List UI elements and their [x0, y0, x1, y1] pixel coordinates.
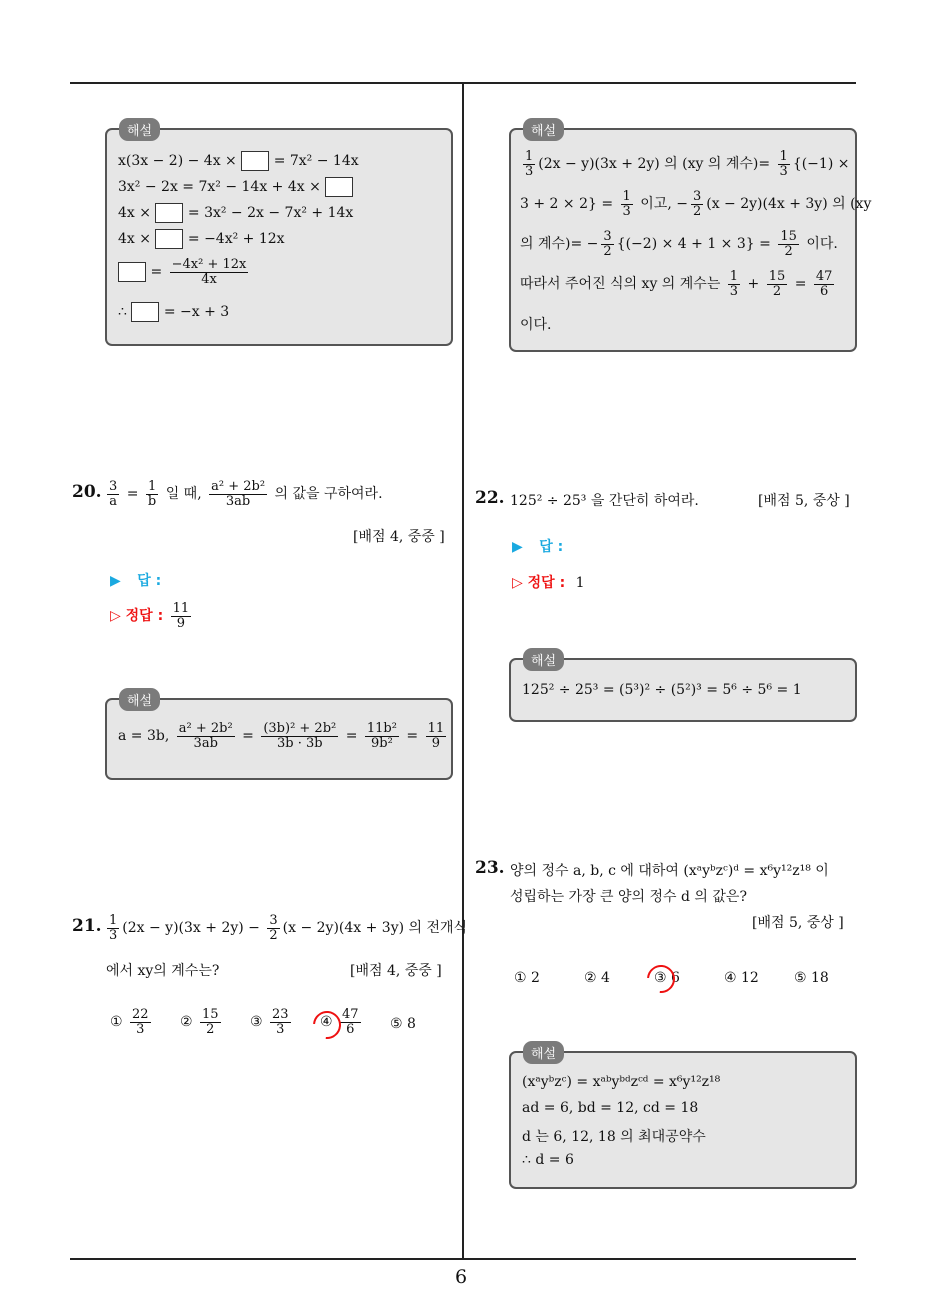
q23-choice-4[interactable]: ④ 12: [724, 970, 759, 986]
q19-sol-line-1: x(3x − 2) − 4x × = 7x² − 14x: [118, 153, 359, 169]
q19-sol-line-4: 4x × = −4x² + 12x: [118, 231, 285, 247]
q20-meta: [배점 4, 중중 ]: [353, 529, 445, 545]
q21-question-line-2: 에서 xy의 계수는?: [106, 963, 220, 979]
fraction: $\frac{3}{a}$: [109, 479, 118, 509]
q23-choice-2[interactable]: ② 4: [584, 970, 610, 986]
q21-number: 21.: [72, 916, 102, 936]
q19-solution-tag: 해설: [119, 118, 160, 141]
q23-solution-box: [509, 1051, 857, 1189]
q23-sol-line-2: ad = 6, bd = 12, cd = 18: [522, 1100, 699, 1116]
q21-choice-3[interactable]: ③ $\frac{23}{3}$: [250, 1007, 289, 1037]
q20-answer-row: ▶ 답 :: [110, 573, 162, 589]
q23-sol-line-1: (xᵃyᵇzᶜ) = xᵃᵇyᵇᵈzᶜᵈ = x⁶y¹²z¹⁸: [522, 1074, 721, 1090]
q23-question-line-2: 성립하는 가장 큰 양의 정수 d 의 값은?: [510, 889, 747, 905]
blank-box: [325, 177, 353, 197]
q21-sol-line-2: 3 + 2 × 2} = $\frac{1}{3}$ 이고, − $\frac{3}{2}$ (x − 2y)(4x + 3y) 의 (xy: [520, 189, 872, 219]
q21-choice-5[interactable]: ⑤ 8: [390, 1016, 416, 1032]
q20-solution-tag: 해설: [119, 688, 160, 711]
fraction: $\frac{\text{a² + 2b²}}{3ab}$: [211, 479, 266, 509]
fraction: $\frac{3}{2}$: [603, 229, 612, 259]
fraction: $\frac{1}{b}$: [147, 479, 157, 509]
q23-choice-1[interactable]: ① 2: [514, 970, 540, 986]
play-arrow-icon: ▶: [512, 539, 523, 555]
page-number: 6: [455, 1266, 468, 1288]
fraction: $\frac{11}{9}$: [172, 601, 190, 631]
q21-choice-1[interactable]: ① $\frac{22}{3}$: [110, 1007, 149, 1037]
q19-sol-line-3: 4x × = 3x² − 2x − 7x² + 14x: [118, 205, 354, 221]
q23-number: 23.: [475, 858, 505, 878]
fraction: $\frac{11}{9}$: [427, 721, 445, 751]
q23-sol-line-4: ∴ d = 6: [522, 1152, 574, 1168]
q22-sol-line: 125² ÷ 25³ = (5³)² ÷ (5²)³ = 5⁶ ÷ 5⁶ = 1: [522, 682, 802, 698]
q23-meta: [배점 5, 중상 ]: [752, 915, 844, 931]
fraction: $\frac{1}{3}$: [729, 269, 739, 299]
fraction: $\frac{23}{3}$: [272, 1007, 289, 1037]
fraction: $\frac{22}{3}$: [132, 1007, 149, 1037]
q20-number: 20.: [72, 482, 102, 502]
q21-question-line-1: $\frac{1}{3}$ (2x − y)(3x + 2y) − $\frac{3}{2}$ (x − 2y)(4x + 3y) 의 전개식: [109, 913, 468, 943]
q19-sol-line-5: = $\frac{\text{−4x² + 12x}}{4x}$: [118, 258, 251, 286]
play-arrow-icon: ▶: [110, 573, 121, 589]
blank-box: [131, 302, 159, 322]
blank-box: [241, 151, 269, 171]
q22-correct-row: ▷ 정답 : 1: [512, 575, 585, 591]
q19-sol-line-2: 3x² − 2x = 7x² − 14x + 4x ×: [118, 177, 353, 197]
q21-sol-line-5: 이다.: [520, 317, 552, 333]
fraction: $\frac{\text{−4x² + 12x}}{4x}$: [171, 257, 247, 287]
q23-choice-3[interactable]: ③ 6: [654, 970, 680, 986]
bottom-rule: [70, 1258, 856, 1260]
q22-answer-row: ▶ 답 :: [512, 539, 564, 555]
fraction: $\frac{\text{11b²}}{\text{9b²}}$: [366, 721, 397, 751]
fraction: $\frac{47}{6}$: [815, 269, 833, 299]
blank-box: [118, 262, 146, 282]
fraction: $\frac{\text{(3b)² + 2b²}}{3b \cdot 3b}$: [263, 721, 337, 751]
q23-sol-line-3: d 는 6, 12, 18 의 최대공약수: [522, 1129, 706, 1145]
fraction: $\frac{\text{a² + 2b²}}{3ab}$: [178, 721, 233, 751]
fraction: $\frac{1}{3}$: [622, 189, 631, 219]
blank-box: [155, 203, 183, 223]
fraction: $\frac{1}{3}$: [525, 149, 534, 179]
q23-solution-tag: 해설: [523, 1041, 564, 1064]
fraction: $\frac{3}{2}$: [692, 189, 702, 219]
q21-sol-line-4: 따라서 주어진 식의 xy 의 계수는 $\frac{1}{3}$ + $\frac{15}{2}$ = $\frac{47}{6}$: [520, 269, 833, 299]
column-divider: [462, 82, 464, 1260]
fraction: $\frac{15}{2}$: [768, 269, 786, 299]
q20-correct-row: ▷ 정답 : $\frac{11}{9}$: [110, 601, 190, 631]
blank-box: [155, 229, 183, 249]
q21-choice-4[interactable]: ④ $\frac{47}{6}$: [320, 1007, 359, 1037]
q22-solution-tag: 해설: [523, 648, 564, 671]
q20-question: $\frac{3}{a}$ = $\frac{1}{b}$ 일 때, $\frac{\text{a² + 2b²}}{3ab}$ 의 값을 구하여라.: [109, 479, 383, 509]
fraction: $\frac{47}{6}$: [342, 1007, 359, 1037]
q21-sol-line-1: $\frac{1}{3}$ (2x − y)(3x + 2y) 의 (xy 의 계수)= $\frac{1}{3}$ {(−1) ×: [525, 149, 850, 179]
q19-sol-line-6: ∴ = −x + 3: [118, 304, 230, 320]
q20-sol-line: a = 3b, $\frac{\text{a² + 2b²}}{3ab}$ = $\frac{\text{(3b)² + 2b²}}{3b \cdot 3b}$ = $\frac{\text{11b²}}{\text{9b²}}$ = $\frac{11}{9}$: [118, 721, 445, 751]
q21-sol-line-3: 의 계수)= − $\frac{3}{2}$ {(−2) × 4 + 1 × 3} = $\frac{15}{2}$ 이다.: [520, 229, 838, 259]
q23-choice-5[interactable]: ⑤ 18: [794, 970, 829, 986]
q22-meta: [배점 5, 중상 ]: [758, 493, 850, 509]
fraction: $\frac{1}{3}$: [779, 149, 788, 179]
fraction: $\frac{3}{2}$: [269, 913, 278, 943]
q23-question-line-1: 양의 정수 a, b, c 에 대하여 (xᵃyᵇzᶜ)ᵈ = x⁶y¹²z¹⁸ 이: [510, 863, 829, 879]
q22-number: 22.: [475, 488, 505, 508]
fraction: $\frac{15}{2}$: [780, 229, 797, 259]
fraction: $\frac{15}{2}$: [202, 1007, 219, 1037]
q22-question: 125² ÷ 25³ 을 간단히 하여라.: [510, 493, 699, 509]
answer-circle-mark: [641, 959, 680, 998]
q21-choice-2[interactable]: ② $\frac{15}{2}$: [180, 1007, 219, 1037]
fraction: $\frac{1}{3}$: [109, 913, 118, 943]
q21-meta: [배점 4, 중중 ]: [350, 963, 442, 979]
q21-solution-tag: 해설: [523, 118, 564, 141]
